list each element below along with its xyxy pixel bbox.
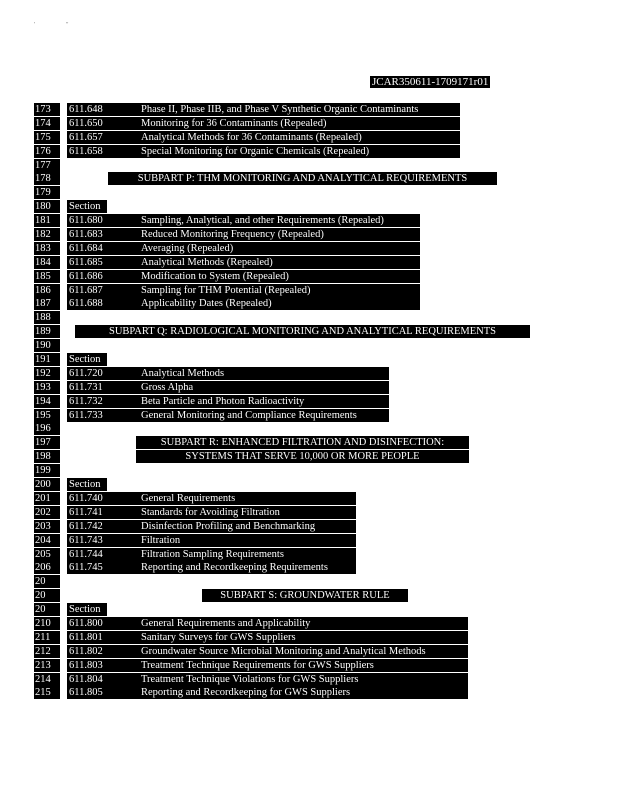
section-title: Standards for Avoiding Filtration (139, 506, 356, 519)
section-number: 611.803 (67, 659, 139, 672)
document-line (0, 367, 618, 381)
line-number: 20 (34, 575, 60, 588)
section-number: 611.650 (67, 117, 139, 130)
document-line (0, 645, 618, 659)
document-line (0, 117, 618, 131)
line-number: 194 (34, 395, 60, 408)
section-column-heading: Section (67, 603, 107, 616)
document-line (0, 381, 618, 395)
line-number: 180 (34, 200, 60, 213)
section-title: Sampling for THM Potential (Repealed) (139, 284, 420, 297)
line-number: 203 (34, 520, 60, 533)
document-line (0, 325, 618, 339)
document-line (0, 228, 618, 242)
document-line (0, 506, 618, 520)
document-line (0, 145, 618, 159)
section-title: Sampling, Analytical, and other Requirements (Repealed) (139, 214, 420, 227)
section-title: General Requirements and Applicability (139, 617, 468, 630)
section-number: 611.685 (67, 256, 139, 269)
section-title: Averaging (Repealed) (139, 242, 420, 255)
document-line (0, 617, 618, 631)
line-number: 190 (34, 339, 60, 352)
document-line (0, 575, 618, 589)
line-number: 196 (34, 422, 60, 435)
section-title: Gross Alpha (139, 381, 389, 394)
subpart-heading: SUBPART P: THM MONITORING AND ANALYTICAL REQUIREMENTS (108, 172, 497, 185)
section-number: 611.802 (67, 645, 139, 658)
document-line (0, 520, 618, 534)
section-number: 611.684 (67, 242, 139, 255)
section-number: 611.688 (67, 297, 139, 310)
line-number: 198 (34, 450, 60, 463)
corner-mark-left: ' (34, 22, 36, 28)
line-number: 186 (34, 284, 60, 297)
line-number: 200 (34, 478, 60, 491)
section-number: 611.741 (67, 506, 139, 519)
document-line (0, 256, 618, 270)
document-line (0, 395, 618, 409)
line-number: 175 (34, 131, 60, 144)
line-number: 185 (34, 270, 60, 283)
line-number: 213 (34, 659, 60, 672)
section-number: 611.657 (67, 131, 139, 144)
section-number: 611.733 (67, 409, 139, 422)
section-number: 611.687 (67, 284, 139, 297)
section-title: Monitoring for 36 Contaminants (Repealed) (139, 117, 460, 130)
section-number: 611.800 (67, 617, 139, 630)
section-number: 611.744 (67, 548, 139, 561)
document-line (0, 686, 618, 700)
document-line (0, 200, 618, 214)
subpart-heading: SYSTEMS THAT SERVE 10,000 OR MORE PEOPLE (136, 450, 469, 463)
line-number: 20 (34, 603, 60, 616)
subpart-heading: SUBPART Q: RADIOLOGICAL MONITORING AND ANALYTICAL REQUIREMENTS (75, 325, 530, 338)
document-line (0, 270, 618, 284)
line-number: 177 (34, 159, 60, 172)
section-title: Analytical Methods (Repealed) (139, 256, 420, 269)
document-line (0, 409, 618, 423)
section-title: Groundwater Source Microbial Monitoring and Analytical Methods (139, 645, 468, 658)
line-number: 181 (34, 214, 60, 227)
section-title: Sanitary Surveys for GWS Suppliers (139, 631, 468, 644)
line-number: 197 (34, 436, 60, 449)
document-line (0, 159, 618, 173)
document-line (0, 339, 618, 353)
line-number: 20 (34, 589, 60, 602)
document-line (0, 534, 618, 548)
section-number: 611.740 (67, 492, 139, 505)
document-line (0, 464, 618, 478)
line-number: 211 (34, 631, 60, 644)
subpart-heading: SUBPART R: ENHANCED FILTRATION AND DISINFECTION: (136, 436, 469, 449)
section-number: 611.683 (67, 228, 139, 241)
section-number: 611.686 (67, 270, 139, 283)
section-title: Phase II, Phase IIB, and Phase V Synthetic Organic Contaminants (139, 103, 460, 116)
line-number: 204 (34, 534, 60, 547)
document-line (0, 353, 618, 367)
section-title: Modification to System (Repealed) (139, 270, 420, 283)
line-number: 195 (34, 409, 60, 422)
section-number: 611.742 (67, 520, 139, 533)
document-line (0, 242, 618, 256)
section-title: Beta Particle and Photon Radioactivity (139, 395, 389, 408)
section-column-heading: Section (67, 353, 107, 366)
line-number: 173 (34, 103, 60, 116)
document-line (0, 284, 618, 298)
section-number: 611.801 (67, 631, 139, 644)
document-line (0, 186, 618, 200)
document-line (0, 422, 618, 436)
line-number: 214 (34, 673, 60, 686)
line-number: 210 (34, 617, 60, 630)
section-number: 611.731 (67, 381, 139, 394)
line-number: 174 (34, 117, 60, 130)
line-number: 187 (34, 297, 60, 310)
line-number: 184 (34, 256, 60, 269)
line-number: 215 (34, 686, 60, 699)
section-number: 611.745 (67, 561, 139, 574)
document-line (0, 450, 618, 464)
line-number: 183 (34, 242, 60, 255)
document-line (0, 311, 618, 325)
line-number: 201 (34, 492, 60, 505)
section-title: Filtration Sampling Requirements (139, 548, 356, 561)
table-of-contents (0, 103, 618, 700)
document-line (0, 172, 618, 186)
line-number: 199 (34, 464, 60, 477)
section-title: General Requirements (139, 492, 356, 505)
document-code: JCAR350611-1709171r01 (372, 76, 489, 88)
line-number: 188 (34, 311, 60, 324)
section-number: 611.648 (67, 103, 139, 116)
line-number: 182 (34, 228, 60, 241)
line-number: 189 (34, 325, 60, 338)
section-number: 611.658 (67, 145, 139, 158)
line-number: 205 (34, 548, 60, 561)
corner-mark-right: " (66, 22, 69, 28)
section-title: Treatment Technique Requirements for GWS Suppliers (139, 659, 468, 672)
document-line (0, 603, 618, 617)
section-number: 611.743 (67, 534, 139, 547)
document-line (0, 548, 618, 562)
section-column-heading: Section (67, 200, 107, 213)
line-number: 179 (34, 186, 60, 199)
line-number: 176 (34, 145, 60, 158)
section-title: Special Monitoring for Organic Chemicals (Repealed) (139, 145, 460, 158)
section-number: 611.732 (67, 395, 139, 408)
line-number: 178 (34, 172, 60, 185)
line-number: 192 (34, 367, 60, 380)
line-number: 193 (34, 381, 60, 394)
section-number: 611.720 (67, 367, 139, 380)
section-number: 611.804 (67, 673, 139, 686)
section-title: Reporting and Recordkeeping Requirements (139, 561, 356, 574)
document-line (0, 436, 618, 450)
section-number: 611.680 (67, 214, 139, 227)
document-line (0, 214, 618, 228)
document-line (0, 659, 618, 673)
section-title: Reduced Monitoring Frequency (Repealed) (139, 228, 420, 241)
document-line (0, 631, 618, 645)
document-line (0, 561, 618, 575)
line-number: 206 (34, 561, 60, 574)
section-title: Analytical Methods (139, 367, 389, 380)
line-number: 191 (34, 353, 60, 366)
section-title: Disinfection Profiling and Benchmarking (139, 520, 356, 533)
section-number: 611.805 (67, 686, 139, 699)
subpart-heading: SUBPART S: GROUNDWATER RULE (202, 589, 408, 602)
document-line (0, 297, 618, 311)
section-title: Applicability Dates (Repealed) (139, 297, 420, 310)
document-line (0, 478, 618, 492)
section-title: Reporting and Recordkeeping for GWS Suppliers (139, 686, 468, 699)
section-title: Filtration (139, 534, 356, 547)
document-line (0, 103, 618, 117)
document-line (0, 131, 618, 145)
line-number: 202 (34, 506, 60, 519)
section-column-heading: Section (67, 478, 107, 491)
document-line (0, 589, 618, 603)
line-number: 212 (34, 645, 60, 658)
section-title: General Monitoring and Compliance Requirements (139, 409, 389, 422)
document-line (0, 673, 618, 687)
document-line (0, 492, 618, 506)
section-title: Analytical Methods for 36 Contaminants (Repealed) (139, 131, 460, 144)
section-title: Treatment Technique Violations for GWS Suppliers (139, 673, 468, 686)
